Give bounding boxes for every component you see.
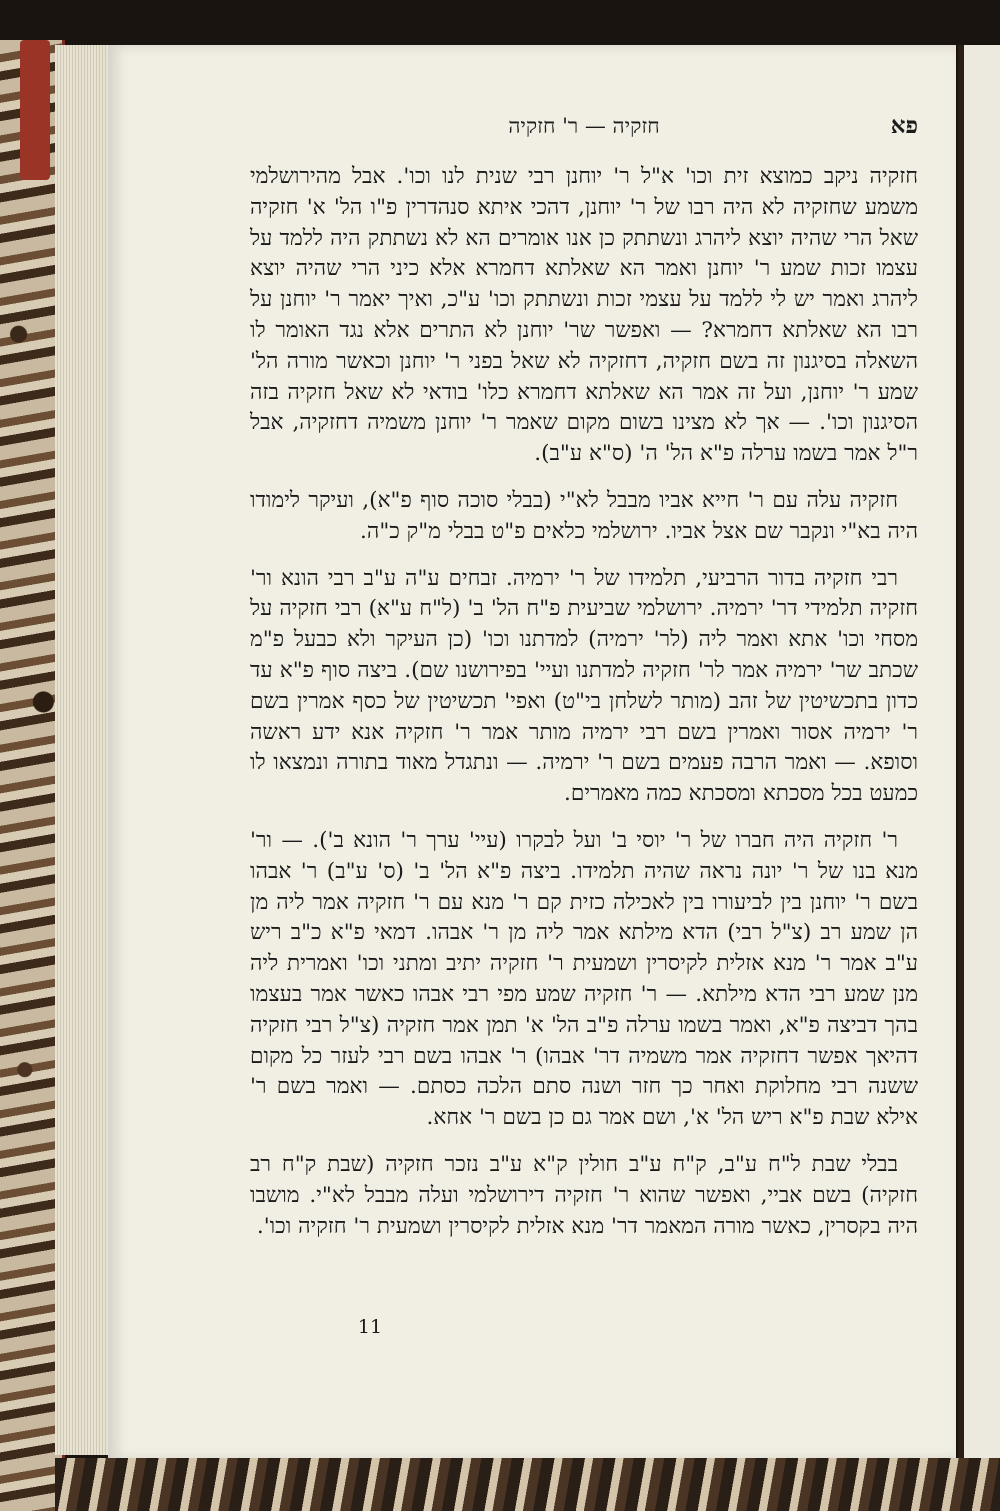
- book-binding-red-corner: [20, 40, 50, 180]
- body-text: [250, 162, 918, 1242]
- book-binding-bottom: [55, 1458, 1000, 1511]
- paragraph: חזקיה ניקב כמוצא זית וכו' א"ל ר' יוחנן רבי שנית לנו וכו'. אבל מהירושלמי משמע שחזקיה לא היה רבו של ר' יוחנן, דהכי איתא סנהדרין פ"ו הל' א' חזקיה שאל הרי שהיה יוצא ליהרג ונשתתק כן אנו אומרים הא לא נשתתק היה ללמד על עצמו זכות שמע ר' יוחנן ואמר הא שאלתא דחמרא אלא כיני הרי שהיה יוצא ליהרג ואמר יש לי ללמד על עצמי זכות ונשתתק וכו' ע"כ, ואיך יאמר ר' יוחנן על רבו הא שאלתא דחמרא? — ואפשר שר' יוחנן לא התרים אלא נגד האומר לו השאלה בסיגנון זה בשם חזקיה, דחזקיה לא שאל בפני ר' יוחנן וכאשר מורה הל' שמע ר' יוחנן, ועל זה אמר הא שאלתא דחמרא כלו' בודאי לא שאל חזקיה בזה הסיגנון וכו'. — אך לא מצינו בשום מקום שאמר ר' יוחנן משמיה דחזקיה, אבל ר"ל אמר בשמו ערלה פ"א הל' ה' (ס"א ע"ב).: [250, 164, 918, 467]
- paragraph: רבי חזקיה בדור הרביעי, תלמידו של ר' ירמיה. זבחים ע"ה ע"ב רבי הונא ור' חזקיה תלמידי דר' ירמיה. ירושלמי שביעית פ"ח הל' ב' (ל"ח ע"א) רבי חזקיה על מסחי וכו' אתא ואמר ליה (לר' ירמיה) למדתנו וכו' (כן העיקר ולא כבעל פ"מ שכתב שר' ירמיה אמר לר' חזקיה למדתנו ועיי' בפירושנו שם). ביצה סוף פ"א עד כדון בתכשיטין של זהב (מותר לשלחן בי"ט) ואפי' תכשיטין של כסף אמרין בשם ר' ירמיה אסור ואמרין בשם רבי ירמיה מותר אמר ר' חזקיה אנא ידע ראשה וסופא. — ואמר הרבה פעמים בשם ר' ירמיה. — ונתגדל מאוד בתורה ונמצאו לו כמעט בכל מסכתא ומסכתא כמה מאמרים.: [250, 565, 918, 807]
- page-header: [250, 112, 918, 152]
- paragraph: בבלי שבת ל"ח ע"ב, ק"ח ע"ב חולין ק"א ע"ב נזכר חזקיה (שבת ק"ח רב חזקיה) בשם אביי, ואפשר שהוא ר' חזקיה דירושלמי ועלה מבבל לא"י. מושבו היה בקסרין, כאשר מורה המאמר דר' מנא אזלית לקיסרין ושמעית ר' חזקיה וכו'.: [250, 1151, 918, 1239]
- facing-page-edge: [958, 45, 1000, 1460]
- page-edges: [55, 45, 110, 1455]
- folio-number: 11: [357, 1316, 383, 1338]
- running-head: חזקיה — ר' חזקיה: [508, 114, 660, 138]
- paragraph: ר' חזקיה היה חברו של ר' יוסי ב' ועל לבקרו (עיי' ערך ר' הונא ב'). — ור' מנא בנו של ר' יונה נראה שהיה תלמידו. ביצה פ"א הל' ב' (ס' ע"ב) ר' אבהו בשם ר' יוחנן בין לביעורו בין לאכילה כזית קם ר' מנא עם ר' חזקיה אמר ליה מן הן שמע רב (צ"ל רבי) הדא מילתא אמר ליה מן ר' אבהו. דמאי פ"א כ"ב ריש ע"ב אמר ר' מנא אזלית לקיסרין ושמעית ר' חזקיה יתיב ומתני וכו' ואמרית ליה מנן שמע רבי הדא מילתא. — ר' חזקיה שמע מפי רבי אבהו כאשר אמר בעצמו בהך דביצה פ"א, ואמר בשמו ערלה פ"ב הל' א' תמן אמר חזקיה (צ"ל רבי חזקיה דהיאך אפשר דחזקיה אמר משמיה דר' אבהו) ר' אבהו בשם רבי לעזר כל מקום ששנה רבי מחלוקת ואחר כך חזר ושנה סתם הלכה כסתם. — ואמר בשם ר' אילא שבת פ"א ריש הל' א', ושם אמר גם כן בשם ר' אחא.: [250, 827, 918, 1131]
- page-letter: פא: [890, 112, 918, 139]
- paragraph: חזקיה עלה עם ר' חייא אביו מבבל לא"י (בבלי סוכה סוף פ"א), ועיקר לימודו היה בא"י ונקבר שם אצל אביו. ירושלמי כלאים פ"ט בבלי מ"ק כ"ה.: [250, 487, 918, 544]
